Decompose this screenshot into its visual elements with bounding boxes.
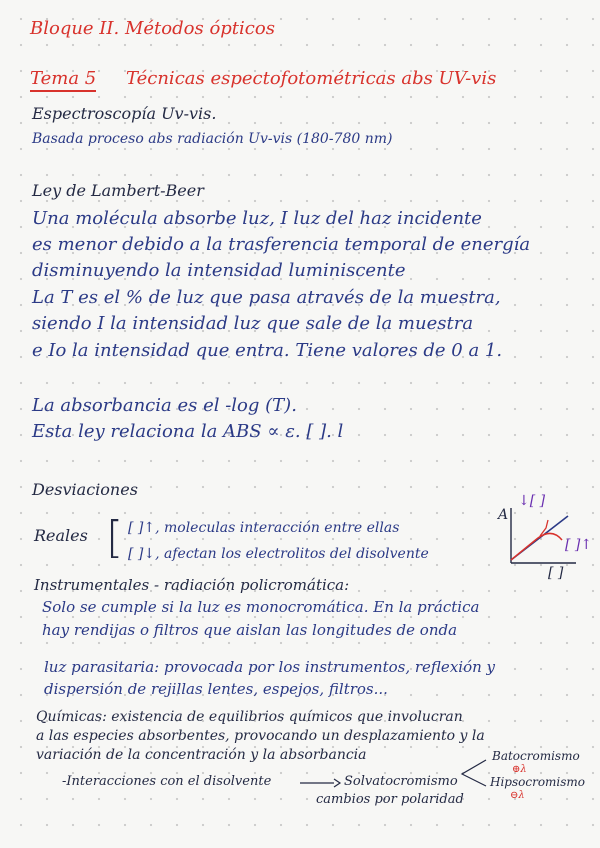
block-title: Bloque II. Métodos ópticos xyxy=(30,18,275,39)
parasita-line: dispersión de rejillas lentes, espejos, filtros... xyxy=(44,680,388,698)
graph-top-label: ↓[ ] xyxy=(518,493,546,509)
quimicas-line: a las especies absorbentes, provocando un desplazamiento y la xyxy=(36,728,485,744)
lambert-line: disminuyendo la intensidad luminiscente xyxy=(32,260,406,281)
bato-text: Batocromismo xyxy=(492,749,580,763)
spectroscopy-heading: Espectroscopía Uv-vis. xyxy=(32,104,217,123)
reales-item: [ ]↓, afectan los electrolitos del disolvente xyxy=(128,546,429,562)
lambert-line: siendo I la intensidad luz que sale de la muestra xyxy=(32,313,474,334)
arrow-head xyxy=(334,779,340,787)
spectroscopy-definition: Basada proceso abs radiación Uv-vis (180-780 nm) xyxy=(32,131,393,147)
lambert-line: Una molécula absorbe luz, I luz del haz incidente xyxy=(32,208,482,229)
branch-lines xyxy=(462,760,486,786)
absorbance-line: La absorbancia es el -log (T). xyxy=(32,395,297,416)
quimicas-line: Químicas: existencia de equilibrios químicos que involucran xyxy=(36,709,463,725)
graph-y-label: A xyxy=(498,507,509,523)
instrumentales-line: hay rendijas o filtros que aislan las longitudes de onda xyxy=(42,621,458,639)
cambios-text: cambios por polaridad xyxy=(316,792,464,807)
tema-title: Técnicas espectofotométricas abs UV-vis xyxy=(126,68,497,89)
instrumentales-line: Solo se cumple si la luz es monocromática. En la práctica xyxy=(42,598,480,616)
reales-bracket: [ xyxy=(106,512,124,563)
solvato-text: Solvatocromismo xyxy=(344,774,458,789)
desviaciones-heading: Desviaciones xyxy=(32,480,138,499)
tema-label: Tema 5 xyxy=(30,70,96,92)
hipso-text: Hipsocromismo xyxy=(490,775,586,789)
quimicas-line: variación de la concentración y la absorbancia xyxy=(36,747,367,763)
graph-x-label: [ ] xyxy=(548,565,564,581)
lambert-line: es menor debido a la trasferencia temporal de energía xyxy=(32,234,531,255)
hipso-sub: ⊖λ xyxy=(510,790,525,801)
lambert-heading: Ley de Lambert-Beer xyxy=(32,181,204,200)
parasita-line: luz parasitaria: provocada por los instrumentos, reflexión y xyxy=(44,658,496,676)
lambert-line: La T es el % de luz que pasa através de la muestra, xyxy=(32,287,501,308)
bato-sub: ⊕λ xyxy=(512,764,527,775)
interacciones-text: -Interacciones con el disolvente xyxy=(62,774,272,789)
reales-label: Reales xyxy=(34,526,88,545)
law-relation-line: Esta ley relaciona la ABS ∝ ε. [ ]. l xyxy=(32,421,344,442)
lambert-line: e Io la intensidad que entra. Tiene valores de 0 a 1. xyxy=(32,340,503,361)
graph-right-label: [ ]↑ xyxy=(565,537,593,553)
instrumentales-line: Instrumentales - radiación policromática: xyxy=(34,576,350,594)
reales-item: [ ]↑, moleculas interacción entre ellas xyxy=(128,520,400,536)
